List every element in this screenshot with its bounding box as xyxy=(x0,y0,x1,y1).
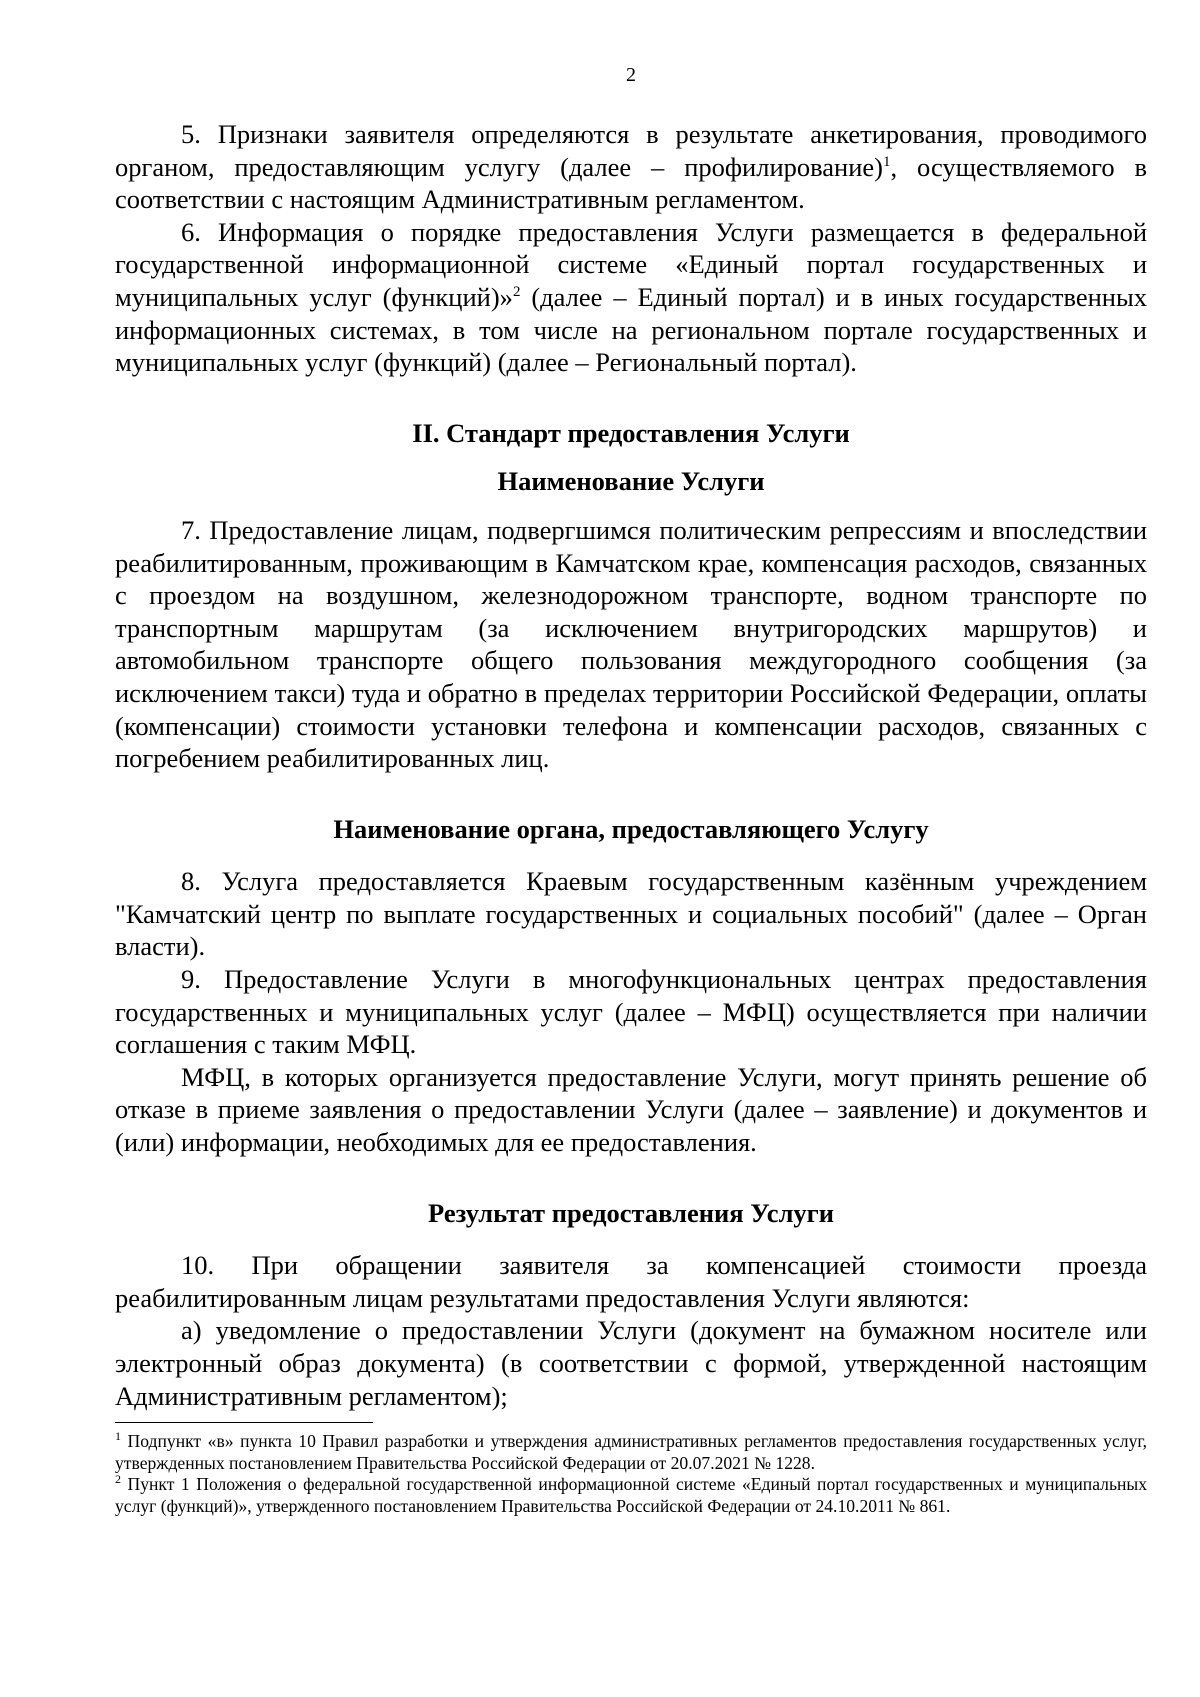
paragraph-7: 7. Предоставление лицам, подвергшимся политическим репрессиям и впоследствии реабилитированным, проживающим в Камчатском крае, компенсация расходов, связанных с проездом на воздушном, железнодорожном транспорте, водном транспорте по транспортным маршрутам (за исключением внутригородских маршрутов) и автомобильном транспорте общего пользования междугородного сообщения (за исключением такси) туда и обратно в пределах территории Российской Федерации, оплаты (компенсации) стоимости установки телефона и компенсации расходов, связанных с погребением реабилитированных лиц. xyxy=(115,514,1147,774)
paragraph-6-text: 6. Информация о порядке предоставления Услуги размещается в федеральной государственной информационной системе «Единый портал государственных и муниципальных услуг (функций)» xyxy=(115,216,1147,312)
heading-service-name: Наименование Услуги xyxy=(497,466,765,497)
paragraph-mfc: МФЦ, в которых организуется предоставление Услуги, могут принять решение об отказе в приеме заявления о предоставлении Услуги (далее – заявление) и документов и (или) информации, необходимых для ее предоставления. xyxy=(115,1061,1147,1158)
paragraph-10: 10. При обращении заявителя за компенсацией стоимости проезда реабилитированным лицам результатами предоставления Услуги являются: xyxy=(115,1250,1147,1313)
page-number: 2 xyxy=(626,64,636,86)
paragraph-5-tail: , осуществляемого в соответствии с настоящим Административным регламентом. xyxy=(115,151,1147,215)
paragraph-5 xyxy=(115,118,1147,216)
paragraph-9: 9. Предоставление Услуги в многофункциональных центрах предоставления государственных и муниципальных услуг (далее – МФЦ) осуществляется при наличии соглашения с таким МФЦ. xyxy=(115,964,1147,1060)
section-title: II. Стандарт предоставления Услуги xyxy=(412,417,850,448)
footnote-mark-1: 1 xyxy=(115,1429,121,1444)
footnote-2 xyxy=(115,1474,1147,1517)
footnote-2-text: Пункт 1 Положения о федеральной государственной информационной системе «Единый портал государственных и муниципальных услуг (функций)», утвержденного постановлением Правительства Российской Федерации от 24.10.2011 № 861. xyxy=(115,1474,1147,1516)
footnote-mark-2: 2 xyxy=(115,1472,121,1487)
paragraph-6 xyxy=(115,216,1147,379)
heading-organ: Наименование органа, предоставляющего Услугу xyxy=(333,813,929,844)
document-page xyxy=(115,62,1147,1517)
footnote-ref-1[interactable]: 1 xyxy=(883,153,891,170)
heading-result: Результат предоставления Услуги xyxy=(428,1197,834,1228)
footnote-divider xyxy=(115,1422,373,1423)
footnote-ref-2[interactable]: 2 xyxy=(512,284,521,301)
footnote-1 xyxy=(115,1431,1147,1474)
footnote-1-text: Подпункт «в» пункта 10 Правил разработки и утверждения административных регламентов предоставления государственных услуг, утвержденных постановлением Правительства Российской Федерации от 20.07.2021 № 1228. xyxy=(115,1431,1147,1473)
paragraph-5-text: 5. Признаки заявителя определяются в результате анкетирования, проводимого органом, предоставляющим услугу (далее – профилирование) xyxy=(115,119,1147,182)
paragraph-8: 8. Услуга предоставляется Краевым государственным казённым учреждением "Камчатский центр по выплате государственных и социальных пособий" (далее – Орган власти). xyxy=(115,866,1147,962)
paragraph-6-tail: (далее – Единый портал) и в иных государственных информационных системах, в том числе на региональном портале государственных и муниципальных услуг (функций) (далее – Региональный портал). xyxy=(115,281,1147,378)
paragraph-10a: а) уведомление о предоставлении Услуги (документ на бумажном носителе или электронный образ документа) (в соответствии с формой, утвержденной настоящим Административным регламентом); xyxy=(115,1315,1147,1411)
